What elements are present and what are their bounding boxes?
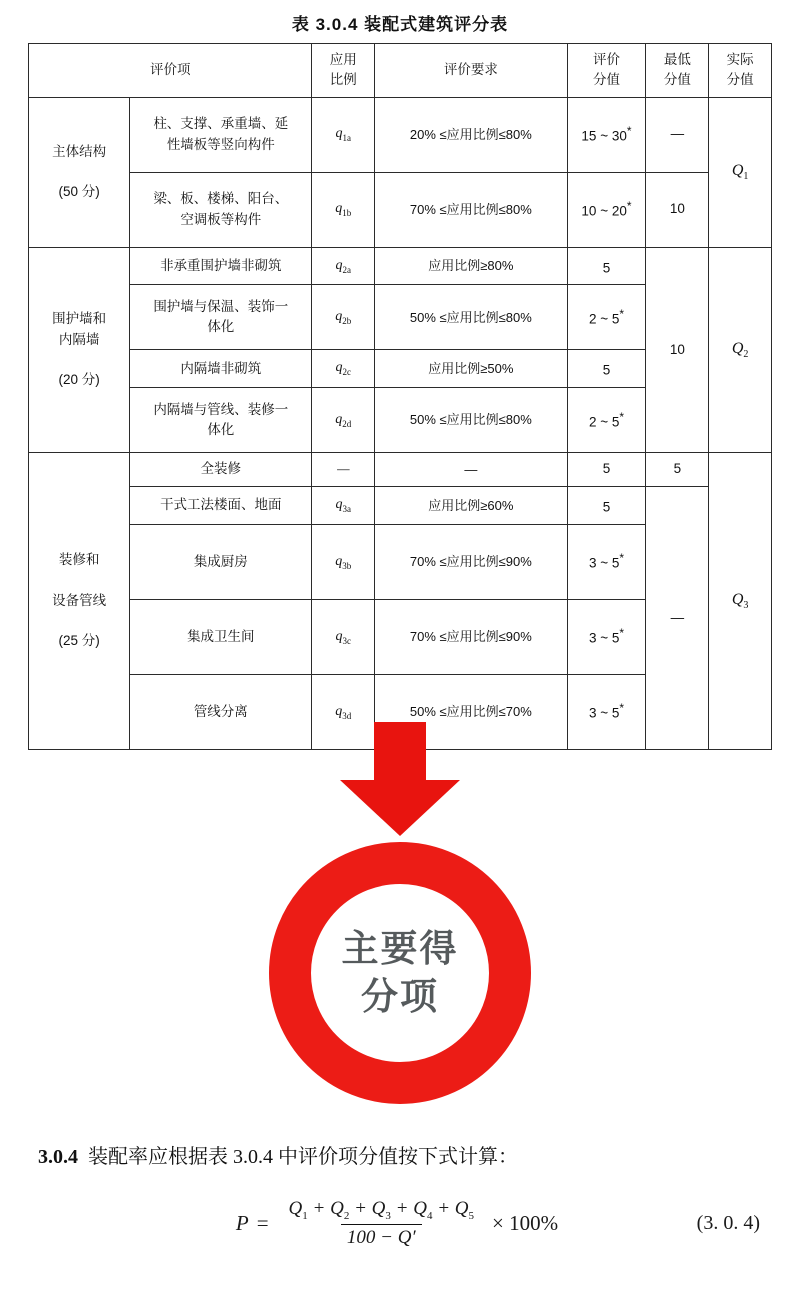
item-vertical-members (130, 97, 312, 172)
score-q1a-value: 15 ~ 30 (581, 128, 627, 144)
header-score (567, 44, 646, 98)
group-env-line2: 内隔墙 (58, 331, 100, 347)
formula-row (0, 1198, 800, 1249)
clause-number: 3.0.4 (38, 1146, 78, 1168)
symbol-q2b-base: q (335, 309, 343, 325)
score-q1b (567, 172, 646, 247)
group-env-line1: 围护墙和 (52, 311, 107, 327)
requirement-q3b: 70% ≤应用比例≤90% (375, 524, 567, 599)
requirement-q1a: 20% ≤应用比例≤80% (375, 97, 567, 172)
circle-label (342, 925, 459, 1021)
symbol-q2c-base: q (335, 360, 343, 376)
symbol-q2c (312, 350, 375, 388)
clause-text: 装配率应根据表 3.0.4 中评价项分值按下式计算： (88, 1146, 518, 1168)
assembled-building-score-table (28, 43, 772, 750)
header-actual-score (709, 44, 772, 98)
symbol-q1a-sub: 1a (342, 133, 352, 144)
header-score-line1: 评价 (592, 52, 620, 67)
requirement-q3a: 应用比例≥60% (375, 487, 567, 525)
actual-score-q2-text: $Q_2$ (731, 340, 749, 361)
score-q1a (567, 97, 646, 172)
symbol-full-decoration: — (312, 453, 375, 487)
table-row (29, 487, 772, 525)
score-q1a-star: * (626, 124, 632, 139)
group-dec-line1: 装修和 (58, 552, 100, 568)
min-score-full-decoration: 5 (646, 453, 709, 487)
group-main-line1: 主体结构 (52, 143, 107, 159)
header-ratio (312, 44, 375, 98)
arrow-head (340, 780, 460, 836)
actual-score-q3-text: $Q_3$ (731, 591, 749, 612)
min-score-q1b: 10 (646, 172, 709, 247)
header-ratio-line1: 应用 (329, 52, 357, 67)
min-score-group2: 10 (646, 247, 709, 453)
item-envelope-insulation-integration (130, 285, 312, 350)
symbol-q2d (312, 388, 375, 453)
requirement-q2c: 应用比例≥50% (375, 350, 567, 388)
symbol-q1a-base: q (335, 126, 343, 142)
score-q2b-star: * (619, 306, 625, 321)
item-part-int-line1: 内隔墙与管线、装修一 (153, 401, 289, 417)
symbol-q3a-sub: 3a (342, 504, 352, 515)
score-q2b (567, 285, 646, 350)
item-integrated-kitchen: 集成厨房 (130, 524, 312, 599)
item-non-bearing-wall: 非承重围护墙非砌筑 (130, 247, 312, 285)
arrow-shaft (374, 722, 426, 784)
symbol-q3c-base: q (335, 628, 343, 644)
symbol-q2c-sub: 2c (342, 367, 352, 378)
group-dec-line2: 设备管线 (52, 592, 107, 608)
actual-score-q3 (709, 453, 772, 750)
symbol-q2b-sub: 2b (342, 315, 352, 326)
symbol-q3a-base: q (335, 497, 343, 513)
requirement-q2d: 50% ≤应用比例≤80% (375, 388, 567, 453)
score-q2c-value: 5 (602, 362, 611, 378)
header-min-score (646, 44, 709, 98)
item-horizontal-members-line1: 梁、板、楼梯、阳台、 (153, 191, 289, 207)
score-q2a-value: 5 (602, 260, 611, 275)
item-pipe-separation: 管线分离 (130, 674, 312, 749)
score-q2b-value: 2 ~ 5 (588, 311, 620, 327)
score-q3c-value: 3 ~ 5 (588, 630, 620, 646)
symbol-q3b (312, 524, 375, 599)
table-header-row (29, 44, 772, 98)
score-q2d-star: * (619, 409, 625, 424)
score-q2c (567, 350, 646, 388)
min-score-q1a: — (646, 97, 709, 172)
header-score-line2: 分值 (592, 72, 620, 88)
symbol-q1b (312, 172, 375, 247)
assembly-rate-formula (236, 1198, 564, 1249)
formula-lhs: P (235, 1210, 249, 1235)
highlight-circle (269, 842, 531, 1104)
symbol-q2a-base: q (335, 257, 343, 273)
symbol-q2a (312, 247, 375, 285)
symbol-q3c (312, 599, 375, 674)
group-dec-line3: (25 分) (58, 633, 100, 649)
symbol-q2d-base: q (335, 411, 343, 427)
annotation-arrow-container (0, 722, 800, 837)
score-q2a (567, 247, 646, 285)
requirement-q3d: 50% ≤应用比例≤70% (375, 674, 567, 749)
item-vertical-members-line1: 柱、支撑、承重墙、延 (153, 116, 289, 132)
circle-label-line1: 主要得 (341, 927, 459, 969)
symbol-q3b-sub: 3b (342, 560, 352, 571)
item-integrated-bathroom: 集成卫生间 (130, 599, 312, 674)
header-min-line1: 最低 (663, 52, 691, 67)
score-q3a (567, 487, 646, 525)
score-q3d-star: * (619, 701, 625, 716)
actual-score-q2 (709, 247, 772, 453)
score-q3c (567, 599, 646, 674)
header-actual-line2: 分值 (726, 72, 754, 88)
group-env-line3: (20 分) (58, 372, 100, 387)
formula-numerator: $Q_1 + Q_2 + Q_3 + Q_4 + Q_5$ (288, 1198, 475, 1222)
circle-label-line2: 分项 (361, 976, 439, 1017)
score-q3b-star: * (619, 551, 625, 566)
formula-equation-number: (3. 0. 4) (696, 1211, 760, 1234)
symbol-q3b-base: q (335, 553, 343, 569)
header-min-line2: 分值 (663, 72, 691, 88)
symbol-q3c-sub: 3c (342, 635, 352, 646)
header-item: 评价项 (29, 44, 312, 98)
clause-paragraph (38, 1140, 762, 1169)
item-horizontal-members (130, 172, 312, 247)
symbol-q1a (312, 97, 375, 172)
annotation-circle-container (0, 842, 800, 1104)
score-q3b (567, 524, 646, 599)
requirement-q2a: 应用比例≥80% (375, 247, 567, 285)
symbol-q3d-sub: 3d (342, 710, 352, 721)
symbol-q1b-sub: 1b (342, 208, 352, 219)
table-title: 表 3.0.4 装配式建筑评分表 (291, 15, 509, 34)
group-name-envelope-partition (29, 247, 130, 453)
table-row (29, 247, 772, 285)
formula-multiplier: × 100% (492, 1210, 559, 1235)
symbol-q3d-base: q (335, 703, 343, 719)
group-name-main-structure (29, 97, 130, 247)
symbol-q1b-base: q (335, 201, 343, 217)
item-env-int-line2: 体化 (207, 319, 235, 335)
requirement-q3c: 70% ≤应用比例≤90% (375, 599, 567, 674)
score-full-decoration: 5 (567, 453, 646, 487)
table-row (29, 172, 772, 247)
down-arrow-icon (340, 722, 460, 834)
min-score-group3-rest: — (646, 487, 709, 750)
actual-score-q1 (709, 97, 772, 247)
formula-equals: = (256, 1210, 269, 1235)
item-full-decoration: 全装修 (130, 453, 312, 487)
formula-fraction (283, 1198, 480, 1249)
item-horizontal-members-line2: 空调板等构件 (180, 211, 262, 227)
requirement-full-decoration: — (375, 453, 567, 487)
header-ratio-line2: 比例 (329, 72, 357, 88)
item-partition-pipe-decoration-integration (130, 388, 312, 453)
actual-score-q1-text: $Q_1$ (731, 162, 749, 183)
header-actual-line1: 实际 (726, 52, 754, 67)
score-q3b-value: 3 ~ 5 (588, 555, 620, 571)
score-q1b-value: 10 ~ 20 (581, 203, 627, 219)
item-env-int-line1: 围护墙与保温、装饰一 (153, 299, 289, 314)
requirement-q2b: 50% ≤应用比例≤80% (375, 285, 567, 350)
item-vertical-members-line2: 性墙板等竖向构件 (166, 136, 275, 152)
header-requirement: 评价要求 (375, 44, 567, 98)
score-q2d-value: 2 ~ 5 (588, 414, 620, 430)
symbol-q2b (312, 285, 375, 350)
score-q3a-value: 5 (602, 499, 611, 515)
group-name-decoration-mep (29, 453, 130, 750)
symbol-q2a-sub: 2a (342, 264, 352, 275)
item-part-int-line2: 体化 (207, 422, 235, 437)
score-q3d-value: 3 ~ 5 (588, 705, 620, 721)
table-row (29, 453, 772, 487)
formula-denominator: 100 − Q′ (341, 1224, 422, 1249)
score-q3c-star: * (619, 626, 625, 641)
score-q2d (567, 388, 646, 453)
symbol-q2d-sub: 2d (342, 418, 352, 429)
item-dry-floor: 干式工法楼面、地面 (130, 487, 312, 525)
score-q1b-star: * (626, 199, 632, 214)
group-main-line2: (50 分) (58, 184, 100, 200)
symbol-q3a (312, 487, 375, 525)
table-row (29, 97, 772, 172)
item-partition-non-masonry: 内隔墙非砌筑 (130, 350, 312, 388)
requirement-q1b: 70% ≤应用比例≤80% (375, 172, 567, 247)
